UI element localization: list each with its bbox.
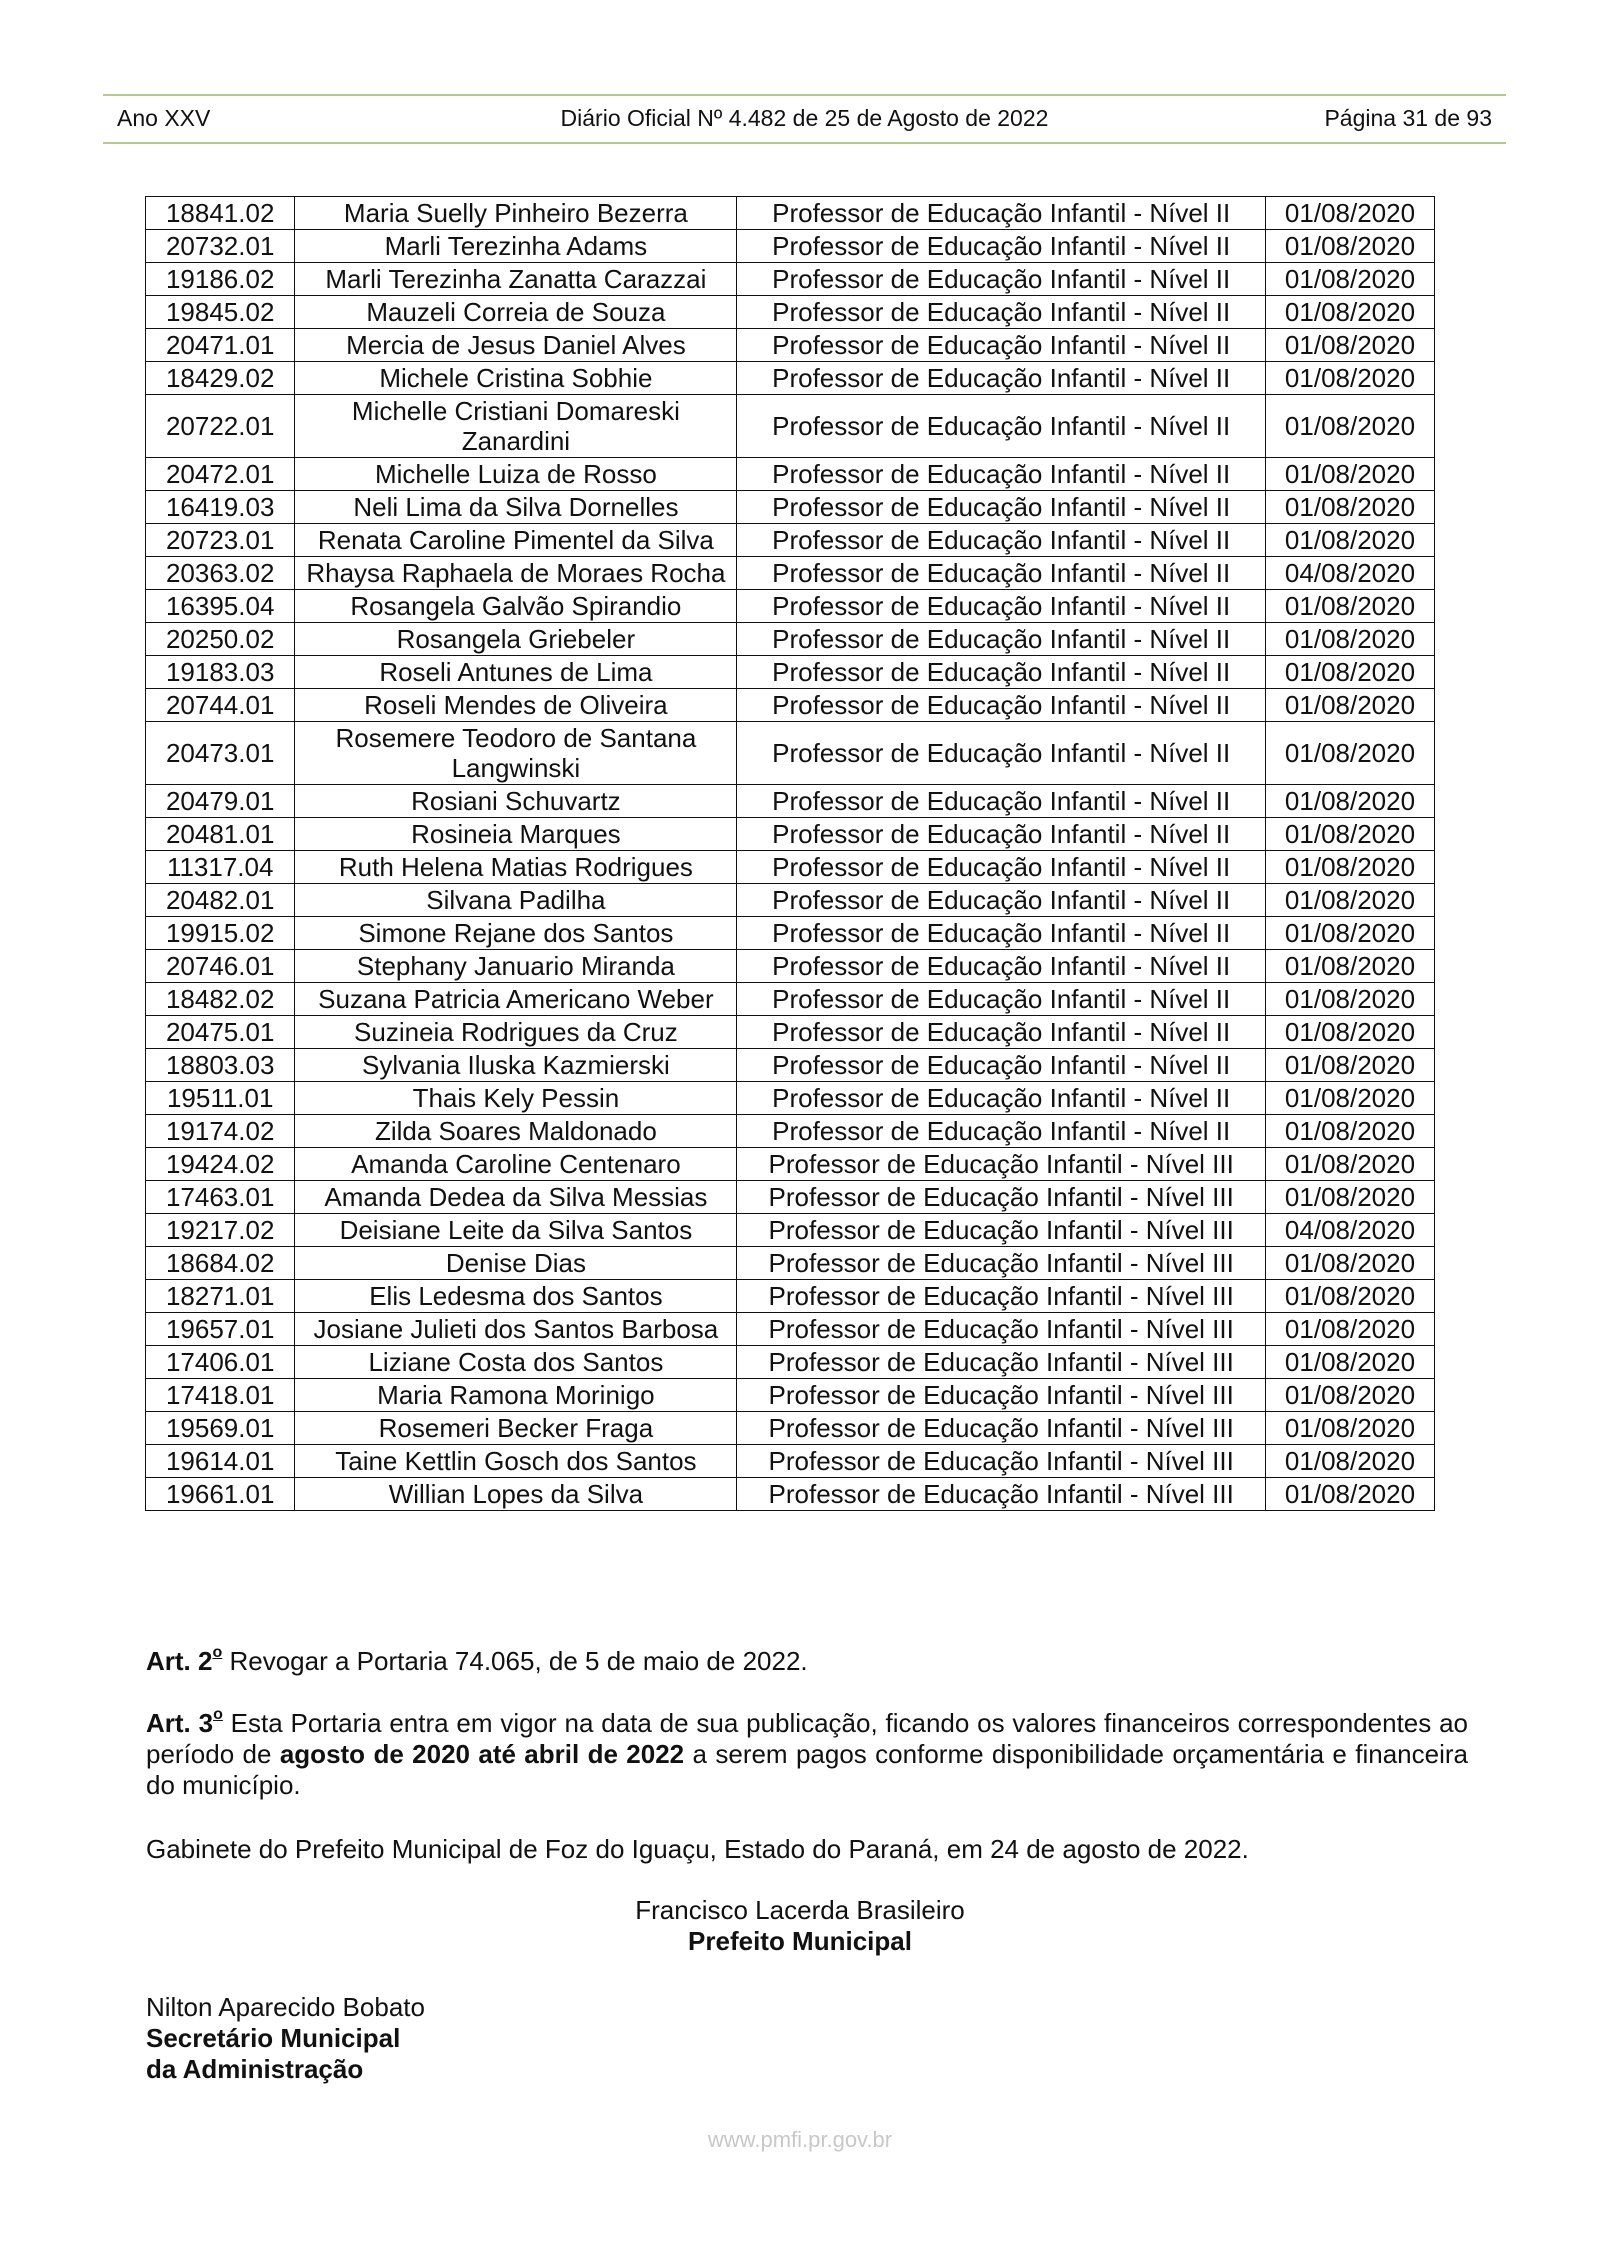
table-row (146, 557, 1435, 590)
effective-date: 01/08/2020 (1265, 1478, 1434, 1511)
table-row (146, 329, 1435, 362)
effective-date: 01/08/2020 (1265, 524, 1434, 557)
footer-url: www.pmfi.pr.gov.br (707, 2127, 893, 2152)
article-2 (146, 1646, 1468, 1677)
employee-id: 19845.02 (146, 296, 295, 329)
employee-id: 19424.02 (146, 1148, 295, 1181)
employee-role: Professor de Educação Infantil - Nível III (737, 1247, 1266, 1280)
effective-date: 01/08/2020 (1265, 263, 1434, 296)
effective-date: 04/08/2020 (1265, 557, 1434, 590)
employee-id: 20473.01 (146, 722, 295, 785)
secretary-title-line1: Secretário Municipal (146, 2023, 401, 2053)
employee-role: Professor de Educação Infantil - Nível II (737, 689, 1266, 722)
employee-id: 17406.01 (146, 1346, 295, 1379)
employee-name: Michele Cristina Sobhie (295, 362, 737, 395)
effective-date: 01/08/2020 (1265, 395, 1434, 458)
employee-id: 19657.01 (146, 1313, 295, 1346)
edition-year: Ano XXV (117, 105, 211, 131)
effective-date: 01/08/2020 (1265, 1313, 1434, 1346)
table-row (146, 362, 1435, 395)
employee-id: 18803.03 (146, 1049, 295, 1082)
employee-name: Maria Suelly Pinheiro Bezerra (295, 197, 737, 230)
employee-name: Marli Terezinha Adams (295, 230, 737, 263)
employee-name: Deisiane Leite da Silva Santos (295, 1214, 737, 1247)
employee-id: 20363.02 (146, 557, 295, 590)
employee-id: 19511.01 (146, 1082, 295, 1115)
effective-date: 01/08/2020 (1265, 917, 1434, 950)
page-number: Página 31 de 93 (1324, 105, 1492, 131)
employee-name: Michelle Luiza de Rosso (295, 458, 737, 491)
employee-role: Professor de Educação Infantil - Nível II (737, 197, 1266, 230)
table-row (146, 1280, 1435, 1313)
gazette-title: Diário Oficial Nº 4.482 de 25 de Agosto de 2022 (560, 105, 1049, 131)
table-row (146, 785, 1435, 818)
employee-name: Rosangela Galvão Spirandio (295, 590, 737, 623)
employee-role: Professor de Educação Infantil - Nível II (737, 395, 1266, 458)
effective-date: 01/08/2020 (1265, 983, 1434, 1016)
employee-role: Professor de Educação Infantil - Nível II (737, 917, 1266, 950)
article-3-period: agosto de 2020 até abril de 2022 (279, 1739, 685, 1769)
effective-date: 01/08/2020 (1265, 1379, 1434, 1412)
effective-date: 01/08/2020 (1265, 851, 1434, 884)
secretary-name: Nilton Aparecido Bobato (146, 1992, 425, 2022)
employee-id: 20475.01 (146, 1016, 295, 1049)
employee-name: Amanda Dedea da Silva Messias (295, 1181, 737, 1214)
employee-id: 20746.01 (146, 950, 295, 983)
effective-date: 01/08/2020 (1265, 362, 1434, 395)
effective-date: 01/08/2020 (1265, 818, 1434, 851)
employee-role: Professor de Educação Infantil - Nível II (737, 851, 1266, 884)
table-row (146, 1379, 1435, 1412)
article-3 (146, 1708, 1468, 1801)
employee-name: Sylvania Iluska Kazmierski (295, 1049, 737, 1082)
employee-role: Professor de Educação Infantil - Nível II (737, 296, 1266, 329)
employee-id: 20472.01 (146, 458, 295, 491)
employee-name: Josiane Julieti dos Santos Barbosa (295, 1313, 737, 1346)
table-row (146, 296, 1435, 329)
effective-date: 01/08/2020 (1265, 1082, 1434, 1115)
table-row (146, 1478, 1435, 1511)
secretary-signature (146, 1992, 425, 2085)
employee-id: 16395.04 (146, 590, 295, 623)
employee-name: Simone Rejane dos Santos (295, 917, 737, 950)
employee-id: 18271.01 (146, 1280, 295, 1313)
employee-role: Professor de Educação Infantil - Nível II (737, 458, 1266, 491)
employee-id: 19915.02 (146, 917, 295, 950)
employee-id: 20744.01 (146, 689, 295, 722)
employee-role: Professor de Educação Infantil - Nível II (737, 230, 1266, 263)
employee-id: 18482.02 (146, 983, 295, 1016)
effective-date: 01/08/2020 (1265, 1412, 1434, 1445)
table-row (146, 689, 1435, 722)
employee-role: Professor de Educação Infantil - Nível III (737, 1214, 1266, 1247)
table-row (146, 722, 1435, 785)
table-row (146, 1016, 1435, 1049)
effective-date: 01/08/2020 (1265, 1445, 1434, 1478)
effective-date: 01/08/2020 (1265, 230, 1434, 263)
employee-role: Professor de Educação Infantil - Nível II (737, 263, 1266, 296)
table-row (146, 1247, 1435, 1280)
mayor-signature (0, 1895, 1600, 1957)
effective-date: 01/08/2020 (1265, 1016, 1434, 1049)
table-row (146, 1082, 1435, 1115)
effective-date: 01/08/2020 (1265, 884, 1434, 917)
employee-id: 18429.02 (146, 362, 295, 395)
employee-role: Professor de Educação Infantil - Nível II (737, 329, 1266, 362)
table-row (146, 263, 1435, 296)
mayor-name: Francisco Lacerda Brasileiro (635, 1895, 965, 1925)
article-3-label: Art. 3$^o$ (146, 1706, 223, 1738)
employee-role: Professor de Educação Infantil - Nível II (737, 656, 1266, 689)
employee-name: Mercia de Jesus Daniel Alves (295, 329, 737, 362)
table-row (146, 1115, 1435, 1148)
effective-date: 01/08/2020 (1265, 1115, 1434, 1148)
employee-role: Professor de Educação Infantil - Nível II (737, 950, 1266, 983)
table-row (146, 1148, 1435, 1181)
employee-name: Ruth Helena Matias Rodrigues (295, 851, 737, 884)
effective-date: 04/08/2020 (1265, 1214, 1434, 1247)
employee-id: 18841.02 (146, 197, 295, 230)
employee-id: 19569.01 (146, 1412, 295, 1445)
employee-id: 20479.01 (146, 785, 295, 818)
employee-role: Professor de Educação Infantil - Nível II (737, 818, 1266, 851)
employee-role: Professor de Educação Infantil - Nível III (737, 1379, 1266, 1412)
employee-role: Professor de Educação Infantil - Nível II (737, 884, 1266, 917)
employee-role: Professor de Educação Infantil - Nível II (737, 557, 1266, 590)
effective-date: 01/08/2020 (1265, 950, 1434, 983)
effective-date: 01/08/2020 (1265, 590, 1434, 623)
table-row (146, 884, 1435, 917)
effective-date: 01/08/2020 (1265, 1247, 1434, 1280)
table-row (146, 524, 1435, 557)
table-row (146, 458, 1435, 491)
employee-name: Michelle Cristiani Domareski Zanardini (295, 395, 737, 458)
employee-role: Professor de Educação Infantil - Nível II (737, 785, 1266, 818)
employee-name: Mauzeli Correia de Souza (295, 296, 737, 329)
employee-role: Professor de Educação Infantil - Nível III (737, 1148, 1266, 1181)
employee-id: 17463.01 (146, 1181, 295, 1214)
employee-role: Professor de Educação Infantil - Nível II (737, 1016, 1266, 1049)
employee-role: Professor de Educação Infantil - Nível II (737, 722, 1266, 785)
employee-id: 20471.01 (146, 329, 295, 362)
table-row (146, 983, 1435, 1016)
employee-name: Elis Ledesma dos Santos (295, 1280, 737, 1313)
effective-date: 01/08/2020 (1265, 689, 1434, 722)
effective-date: 01/08/2020 (1265, 722, 1434, 785)
employee-role: Professor de Educação Infantil - Nível II (737, 362, 1266, 395)
employee-role: Professor de Educação Infantil - Nível III (737, 1313, 1266, 1346)
employee-name: Stephany Januario Miranda (295, 950, 737, 983)
employee-id: 19174.02 (146, 1115, 295, 1148)
effective-date: 01/08/2020 (1265, 1346, 1434, 1379)
employee-name: Rosemeri Becker Fraga (295, 1412, 737, 1445)
employee-name: Silvana Padilha (295, 884, 737, 917)
employee-name: Suzana Patricia Americano Weber (295, 983, 737, 1016)
staff-table-body (146, 197, 1435, 1511)
article-3-text: Esta Portaria entra em vigor na data de sua publicação, ficando os valores financeiros correspondentes ao período de (146, 1708, 1468, 1769)
employee-id: 19186.02 (146, 263, 295, 296)
effective-date: 01/08/2020 (1265, 656, 1434, 689)
effective-date: 01/08/2020 (1265, 1181, 1434, 1214)
effective-date: 01/08/2020 (1265, 1049, 1434, 1082)
employee-id: 19614.01 (146, 1445, 295, 1478)
table-row (146, 656, 1435, 689)
employee-name: Taine Kettlin Gosch dos Santos (295, 1445, 737, 1478)
table-row (146, 1445, 1435, 1478)
employee-name: Rosiani Schuvartz (295, 785, 737, 818)
table-row (146, 1346, 1435, 1379)
employee-name: Suzineia Rodrigues da Cruz (295, 1016, 737, 1049)
employee-name: Denise Dias (295, 1247, 737, 1280)
article-3-text-end: a serem pagos conforme disponibilidade orçamentária e financeira do município. (146, 1739, 1468, 1800)
effective-date: 01/08/2020 (1265, 296, 1434, 329)
table-row (146, 590, 1435, 623)
employee-name: Rosangela Griebeler (295, 623, 737, 656)
employee-id: 18684.02 (146, 1247, 295, 1280)
employee-role: Professor de Educação Infantil - Nível III (737, 1478, 1266, 1511)
employee-role: Professor de Educação Infantil - Nível III (737, 1346, 1266, 1379)
employee-name: Marli Terezinha Zanatta Carazzai (295, 263, 737, 296)
employee-role: Professor de Educação Infantil - Nível II (737, 1049, 1266, 1082)
table-row (146, 818, 1435, 851)
employee-name: Neli Lima da Silva Dornelles (295, 491, 737, 524)
mayor-title: Prefeito Municipal (688, 1926, 912, 1956)
employee-id: 20250.02 (146, 623, 295, 656)
employee-id: 19661.01 (146, 1478, 295, 1511)
effective-date: 01/08/2020 (1265, 1148, 1434, 1181)
employee-name: Rosemere Teodoro de Santana Langwinski (295, 722, 737, 785)
staff-table (145, 196, 1435, 1511)
employee-id: 20481.01 (146, 818, 295, 851)
employee-role: Professor de Educação Infantil - Nível II (737, 1082, 1266, 1115)
employee-role: Professor de Educação Infantil - Nível II (737, 590, 1266, 623)
employee-role: Professor de Educação Infantil - Nível II (737, 623, 1266, 656)
effective-date: 01/08/2020 (1265, 329, 1434, 362)
effective-date: 01/08/2020 (1265, 785, 1434, 818)
employee-name: Zilda Soares Maldonado (295, 1115, 737, 1148)
employee-role: Professor de Educação Infantil - Nível II (737, 1115, 1266, 1148)
effective-date: 01/08/2020 (1265, 458, 1434, 491)
table-row (146, 1049, 1435, 1082)
effective-date: 01/08/2020 (1265, 197, 1434, 230)
employee-role: Professor de Educação Infantil - Nível II (737, 983, 1266, 1016)
employee-id: 19217.02 (146, 1214, 295, 1247)
employee-id: 20732.01 (146, 230, 295, 263)
employee-id: 20482.01 (146, 884, 295, 917)
employee-name: Amanda Caroline Centenaro (295, 1148, 737, 1181)
table-row (146, 1214, 1435, 1247)
table-row (146, 197, 1435, 230)
employee-id: 16419.03 (146, 491, 295, 524)
employee-name: Rhaysa Raphaela de Moraes Rocha (295, 557, 737, 590)
employee-name: Roseli Antunes de Lima (295, 656, 737, 689)
effective-date: 01/08/2020 (1265, 623, 1434, 656)
employee-id: 11317.04 (146, 851, 295, 884)
employee-name: Maria Ramona Morinigo (295, 1379, 737, 1412)
table-row (146, 917, 1435, 950)
employee-name: Liziane Costa dos Santos (295, 1346, 737, 1379)
employee-id: 19183.03 (146, 656, 295, 689)
employee-id: 20723.01 (146, 524, 295, 557)
table-row (146, 1412, 1435, 1445)
table-row (146, 491, 1435, 524)
gabinete-statement: Gabinete do Prefeito Municipal de Foz do Iguaçu, Estado do Paraná, em 24 de agosto de 2022. (146, 1834, 1249, 1864)
employee-role: Professor de Educação Infantil - Nível II (737, 491, 1266, 524)
employee-name: Roseli Mendes de Oliveira (295, 689, 737, 722)
employee-role: Professor de Educação Infantil - Nível III (737, 1412, 1266, 1445)
table-row (146, 1181, 1435, 1214)
article-2-text: Revogar a Portaria 74.065, de 5 de maio de 2022. (222, 1646, 808, 1676)
table-row (146, 395, 1435, 458)
table-row (146, 851, 1435, 884)
employee-name: Willian Lopes da Silva (295, 1478, 737, 1511)
table-row (146, 230, 1435, 263)
effective-date: 01/08/2020 (1265, 491, 1434, 524)
employee-name: Rosineia Marques (295, 818, 737, 851)
employee-name: Renata Caroline Pimentel da Silva (295, 524, 737, 557)
employee-role: Professor de Educação Infantil - Nível III (737, 1280, 1266, 1313)
table-row (146, 1313, 1435, 1346)
employee-role: Professor de Educação Infantil - Nível II (737, 524, 1266, 557)
employee-id: 20722.01 (146, 395, 295, 458)
page-header (103, 94, 1506, 144)
article-2-label: Art. 2$^o$ (146, 1644, 223, 1676)
effective-date: 01/08/2020 (1265, 1280, 1434, 1313)
employee-role: Professor de Educação Infantil - Nível III (737, 1445, 1266, 1478)
employee-role: Professor de Educação Infantil - Nível III (737, 1181, 1266, 1214)
table-row (146, 950, 1435, 983)
table-row (146, 623, 1435, 656)
employee-name: Thais Kely Pessin (295, 1082, 737, 1115)
employee-id: 17418.01 (146, 1379, 295, 1412)
secretary-title-line2: da Administração (146, 2054, 364, 2084)
